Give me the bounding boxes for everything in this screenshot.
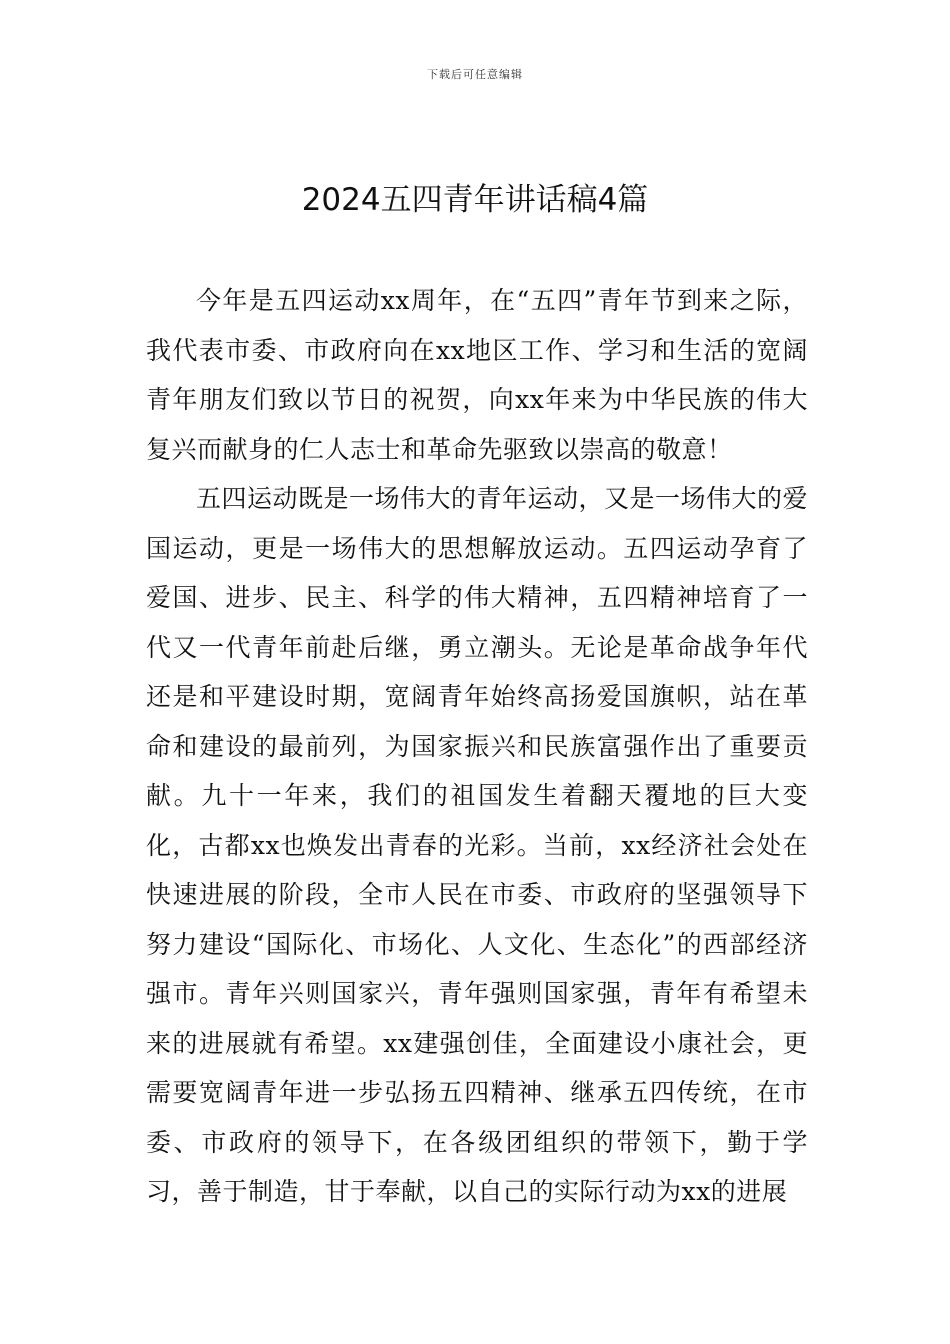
document-body (146, 276, 808, 1217)
paragraph-2: 五四运动既是一场伟大的青年运动，又是一场伟大的爱国运动，更是一场伟大的思想解放运动。五四运动孕育了爱国、进步、民主、科学的伟大精神，五四精神培育了一代又一代青年前赴后继，勇立潮头。无论是革命战争年代还是和平建设时期，宽阔青年始终高扬爱国旗帜，站在革命和建设的最前列，为国家振兴和民族富强作出了重要贡献。九十一年来，我们的祖国发生着翻天覆地的巨大变化，古都xx也焕发出青春的光彩。当前，xx经济社会处在快速进展的阶段，全市人民在市委、市政府的坚强领导下努力建设“国际化、市场化、人文化、生态化”的西部经济强市。青年兴则国家兴，青年强则国家强，青年有希望未来的进展就有希望。xx建强创佳，全面建设小康社会，更需要宽阔青年进一步弘扬五四精神、继承五四传统，在市委、市政府的领导下，在各级团组织的带领下，勤于学习，善于制造，甘于奉献，以自己的实际行动为xx的进展 (146, 484, 809, 1206)
header-note: 下载后可任意编辑 (427, 68, 523, 81)
document-title: 2024五四青年讲话稿4篇 (301, 182, 649, 218)
paragraph-1: 今年是五四运动xx周年，在“五四”青年节到来之际，我代表市委、市政府向在xx地区工作、学习和生活的宽阔青年朋友们致以节日的祝贺，向xx年来为中华民族的伟大复兴而献身的仁人志士和革命先驱致以崇高的敬意！ (146, 286, 808, 464)
